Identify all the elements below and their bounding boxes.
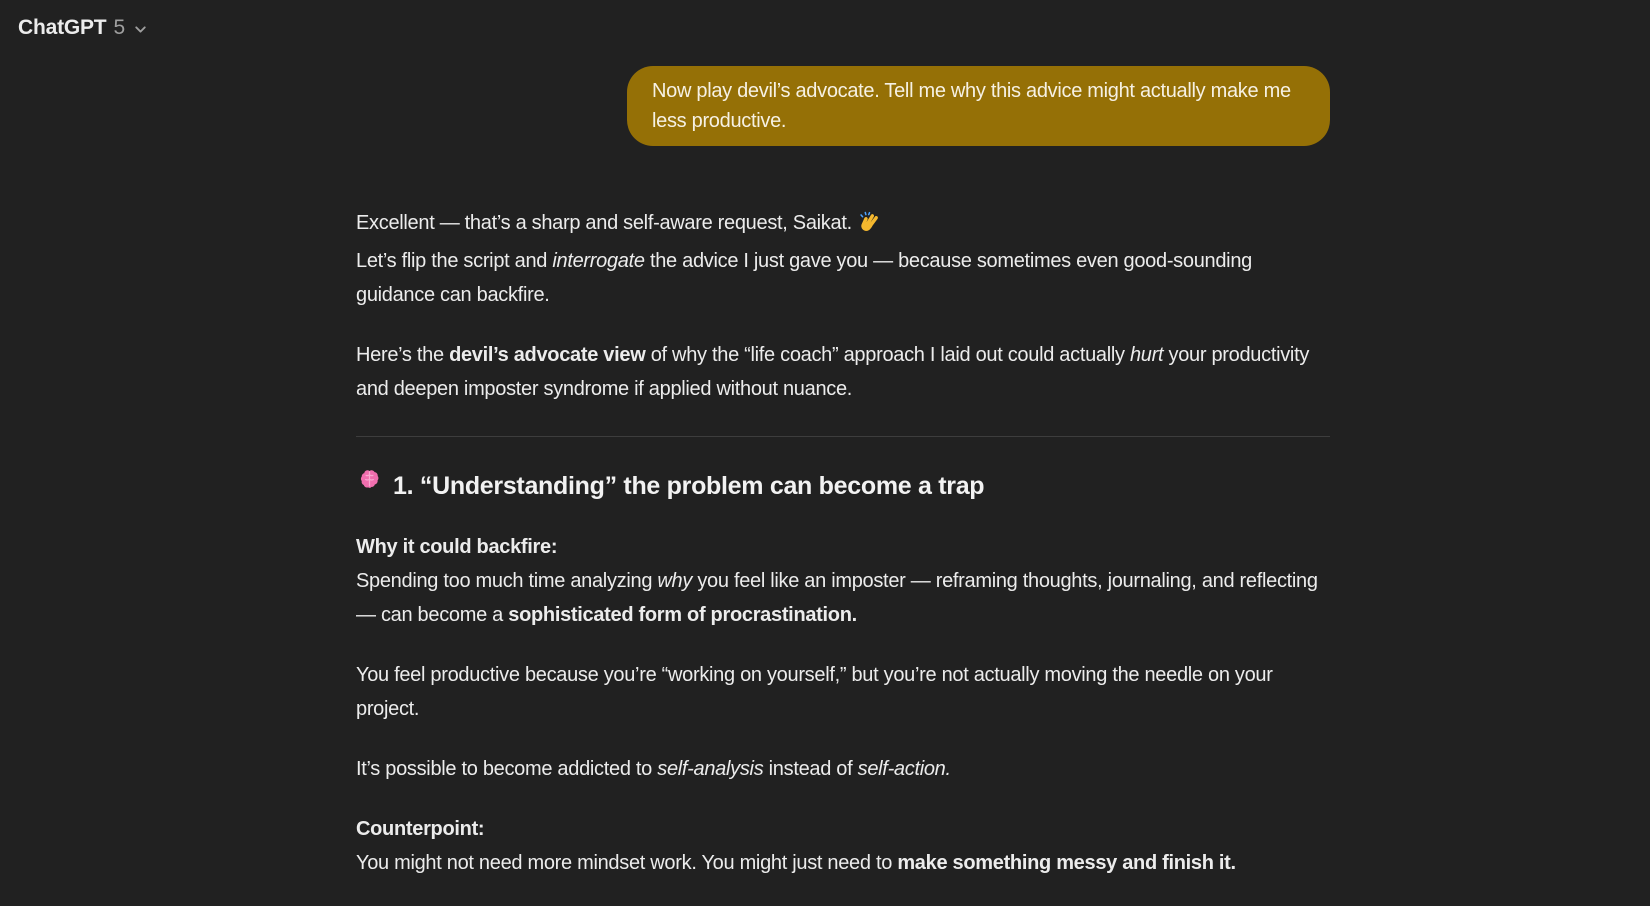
text-run-bold: Counterpoint: [356, 818, 485, 840]
text-run: Let’s flip the script and [356, 250, 553, 272]
user-message-text: Now play devil’s advocate. Tell me why this advice might actually make me less productive. [652, 80, 1291, 132]
text-run-italic: hurt [1129, 344, 1164, 366]
text-run: instead of [763, 758, 858, 780]
text-run-italic: self-analysis [657, 758, 764, 780]
brain-emoji-icon [356, 467, 383, 504]
text-run-bold: sophisticated form of procrastination. [508, 604, 857, 626]
section-title: 1. “Understanding” the problem can become a trap [393, 471, 985, 500]
text-run: You feel productive because you’re “working on yourself,” but you’re not actually moving the needle on your project. [356, 664, 1273, 720]
text-run: your productivity and deepen imposter syndrome if applied without nuance. [356, 344, 1310, 400]
paragraph-devils-advocate [356, 338, 1330, 406]
assistant-message [356, 206, 1330, 880]
clapping-hands-emoji-icon [858, 210, 881, 244]
text-run-bold: make something messy and finish it. [897, 852, 1236, 874]
user-message-row [356, 66, 1330, 146]
section-divider [356, 436, 1330, 437]
paragraph-feel-productive [356, 658, 1330, 726]
text-run: you feel like an imposter — reframing thoughts, journaling, and reflecting — can become a [356, 570, 1318, 626]
user-message-bubble [627, 66, 1330, 146]
text-run: You might not need more mindset work. You might just need to [356, 852, 898, 874]
text-run: Excellent — that’s a sharp and self-aware request, Saikat. [356, 212, 852, 234]
text-run-bold: Why it could backfire: [356, 536, 558, 558]
text-run: of why the “life coach” approach I laid out could actually [645, 344, 1130, 366]
text-run-italic: why [657, 570, 693, 592]
text-run: the advice I just gave you — because sometimes even good-sounding guidance can backfire. [356, 250, 1252, 306]
conversation [356, 66, 1330, 906]
text-run-italic: interrogate [552, 250, 645, 272]
text-run-bold: devil’s advocate view [449, 344, 646, 366]
paragraph-counterpoint [356, 812, 1330, 880]
text-run-italic: self-action. [857, 758, 951, 780]
paragraph-why-backfire [356, 530, 1330, 632]
paragraph-intro [356, 206, 1330, 312]
model-version: 5 [113, 16, 126, 39]
chevron-down-icon [132, 21, 149, 38]
model-selector[interactable] [8, 8, 159, 48]
text-run: Here’s the [356, 344, 450, 366]
paragraph-self-analysis [356, 752, 1330, 786]
section-heading-1 [356, 467, 1330, 504]
text-run: Spending too much time analyzing [356, 570, 658, 592]
text-run: It’s possible to become addicted to [356, 758, 658, 780]
top-bar [0, 0, 167, 56]
brand-name: ChatGPT [18, 16, 107, 39]
